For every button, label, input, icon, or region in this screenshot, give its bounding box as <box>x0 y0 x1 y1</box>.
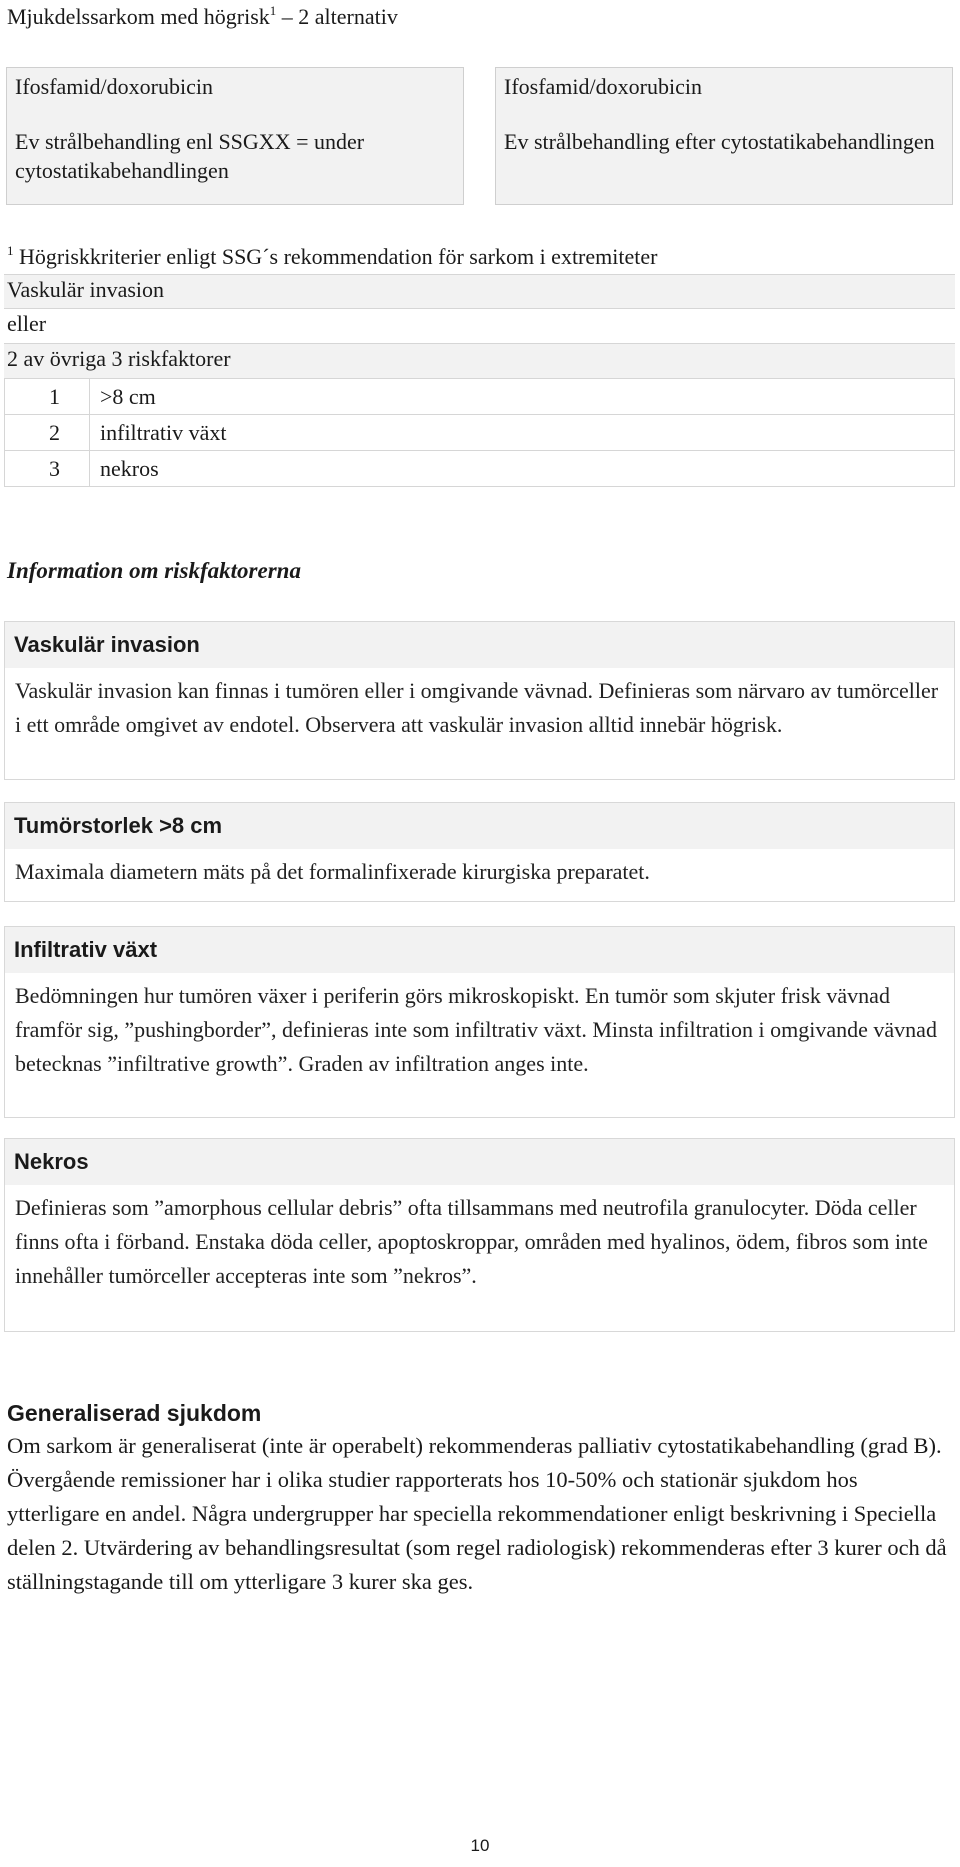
info-block-vascular-invasion <box>4 621 955 780</box>
alternative-2-drug: Ifosfamid/doxorubicin <box>504 74 702 99</box>
footnote-mark: 1 <box>7 243 14 258</box>
info-block-infiltrative-growth <box>4 926 955 1118</box>
criteria-row: 2 av övriga 3 riskfaktorer <box>4 343 955 378</box>
heading-text: Mjukdelssarkom med högrisk <box>7 4 270 29</box>
alternative-1-radiation: Ev strålbehandling enl SSGXX = under cytostatikabehandlingen <box>15 129 365 183</box>
footnote-mark: 1 <box>269 3 277 18</box>
alternative-box-1 <box>6 67 464 205</box>
section-heading <box>7 2 398 32</box>
risk-factor-number: 2 <box>5 415 90 451</box>
risk-factor-text: infiltrativ växt <box>90 415 955 451</box>
table-row <box>5 451 955 487</box>
criteria-row: eller <box>4 308 955 343</box>
info-block-heading: Tumörstorlek >8 cm <box>5 802 954 849</box>
criteria-title-text: Högriskkriterier enligt SSG´s rekommendation för sarkom i extremiteter <box>19 244 658 269</box>
alternative-2-radiation: Ev strålbehandling efter cytostatikabehandlingen <box>504 129 935 154</box>
criteria-row: Vaskulär invasion <box>4 274 955 308</box>
generalized-disease-title: Generaliserad sjukdom <box>7 1400 262 1426</box>
risk-factor-number: 3 <box>5 451 90 487</box>
risk-factor-number: 1 <box>5 379 90 415</box>
info-block-heading: Infiltrativ växt <box>5 926 954 973</box>
info-section-title: Information om riskfaktorerna <box>7 558 301 583</box>
risk-factor-text: nekros <box>90 451 955 487</box>
info-block-heading: Vaskulär invasion <box>5 621 954 668</box>
alternative-box-2 <box>495 67 953 205</box>
table-row <box>5 379 955 415</box>
info-block-text: Definieras som ”amorphous cellular debris” ofta tillsammans med neutrofila granulocyter. Döda celler finns ofta i förband. Enstaka döda celler, apoptoskroppar, områden med hyalinos, ödem, fibros som inte innehåller tumörceller accepteras inte som ”nekros”. <box>15 1195 928 1288</box>
info-block-text: Bedömningen hur tumören växer i periferin görs mikroskopiskt. En tumör som skjuter frisk vävnad framför sig, ”pushingborder”, definieras inte som infiltrativ växt. Minsta infiltration i omgivande vävnad betecknas ”infiltrative growth”. Graden av infiltration anges inte. <box>15 983 937 1076</box>
criteria-title <box>7 242 657 272</box>
risk-factor-text: >8 cm <box>90 379 955 415</box>
info-block-necrosis <box>4 1138 955 1332</box>
info-block-text: Maximala diametern mäts på det formalinfixerade kirurgiska preparatet. <box>15 859 650 884</box>
page-number: 10 <box>470 1836 490 1855</box>
info-block-heading: Nekros <box>5 1138 954 1185</box>
generalized-disease-text: Om sarkom är generaliserat (inte är operabelt) rekommenderas palliativ cytostatikabehandling (grad B). Övergående remissioner har i olika studier rapporterats hos 10-50% och stationär sjukdom hos ytterligare en andel. Några undergrupper har speciella rekommendationer enligt beskrivning i Speciella delen 2. Utvärdering av behandlingsresultat (som regel radiologisk) rekommenderas efter 3 kurer och då ställningstagande till om ytterligare 3 kurer ska ges. <box>7 1433 947 1594</box>
alternative-1-drug: Ifosfamid/doxorubicin <box>15 74 213 99</box>
heading-suffix: – 2 alternativ <box>276 4 398 29</box>
table-row <box>5 415 955 451</box>
risk-factor-table <box>4 378 955 487</box>
info-block-text: Vaskulär invasion kan finnas i tumören eller i omgivande vävnad. Definieras som närvaro av tumörceller i ett område omgivet av endotel. Observera att vaskulär invasion alltid innebär högrisk. <box>15 678 939 737</box>
info-block-tumor-size <box>4 802 955 902</box>
